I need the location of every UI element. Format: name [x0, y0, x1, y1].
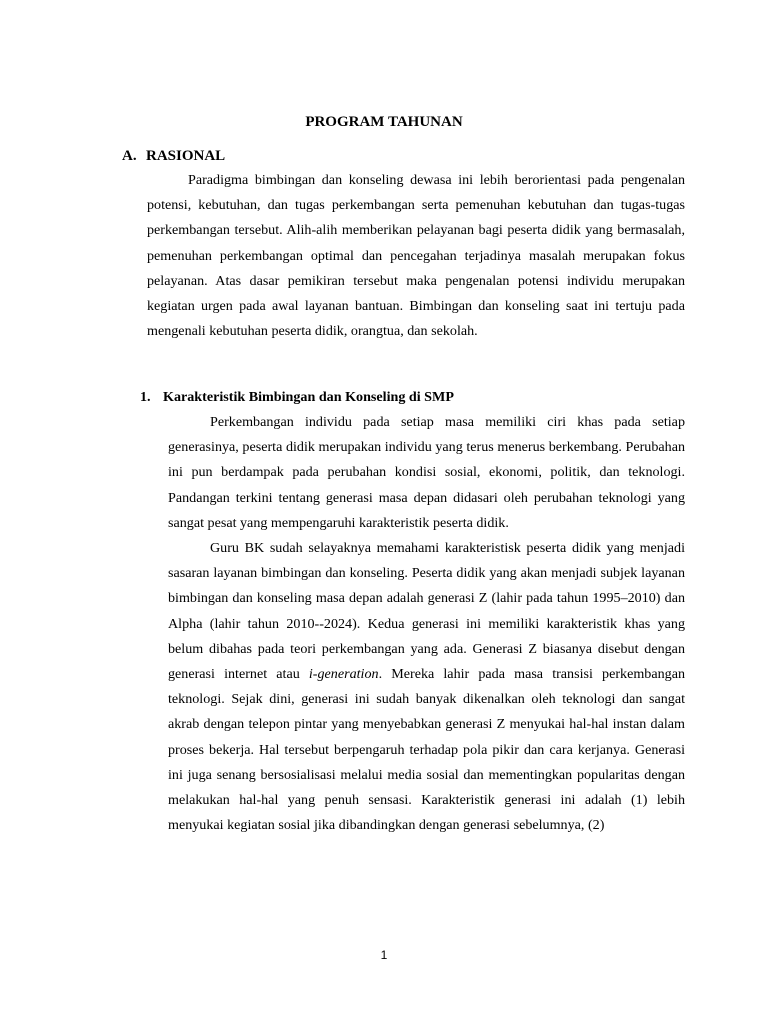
subsection-heading-karakteristik [140, 387, 454, 407]
subsection-number: 1. [140, 389, 151, 405]
page-number: 1 [380, 948, 388, 962]
paragraph-text-part: . Mereka lahir pada masa transisi perkembangan teknologi. Sejak dini, generasi ini sudah banyak dikenalkan oleh teknologi dan sangat akrab dengan telepon pintar yang menyebabkan generasi Z menyukai hal-hal instan dalam proses bekerja. Hal tersebut berpengaruh terhadap pola pikir dan cara kerjanya. Generasi ini juga senang bersosialisasi melalui media sosial dan mementingkan popularitas dengan melakukan hal-hal yang penuh sensasi. Karakteristik generasi ini adalah (1) lebih menyukai kegiatan sosial jika dibandingkan dengan generasi sebelumnya, (2) [168, 666, 686, 834]
paragraph-guru-bk [168, 536, 685, 838]
section-heading-text: RASIONAL [146, 148, 226, 164]
paragraph-perkembangan-individu: Perkembangan individu pada setiap masa memiliki ciri khas pada setiap generasinya, peserta didik merupakan individu yang terus menerus berkembang. Perubahan ini pun berdampak pada perubahan kondisi sosial, ekonomi, politik, dan teknologi. Pandangan terkini tentang generasi masa depan didasari oleh perubahan teknologi yang sangat pesat yang mempengaruhi karakteristik peserta didik. [168, 414, 685, 531]
subsection-heading-text: Karakteristik Bimbingan dan Konseling di SMP [163, 389, 454, 405]
paragraph-rasional: Paradigma bimbingan dan konseling dewasa ini lebih berorientasi pada pengenalan potensi, kebutuhan, dan tugas perkembangan serta pemenuhan kebutuhan dan tugas-tugas perkembangan tersebut. Alih-alih memberikan pelayanan bagi peserta didik yang bermasalah, pemenuhan perkembangan optimal dan pencegahan terjadinya masalah merupakan fokus pelayanan. Atas dasar pemikiran tersebut maka pengenalan potensi individu merupakan kegiatan urgen pada awal layanan bantuan. Bimbingan dan konseling saat ini tertuju pada mengenali kebutuhan peserta didik, orangtua, dan sekolah. [147, 172, 685, 340]
italic-term: i-generation [308, 666, 379, 683]
section-number: A. [122, 148, 137, 164]
page-title: PROGRAM TAHUNAN [305, 114, 463, 130]
section-heading-rasional [122, 146, 225, 166]
paragraph-text-part: Guru BK sudah selayaknya memahami karakteristisk peserta didik yang menjadi sasaran layanan bimbingan dan konseling. Peserta didik yang akan menjadi subjek layanan bimbingan dan konseling masa depan adalah generasi Z (lahir pada tahun 1995–2010) dan Alpha (lahir tahun 2010--2024). Kedua generasi ini memiliki karakteristik khas yang belum dibahas pada teori perkembangan yang ada. Generasi Z biasanya disebut dengan generasi internet atau [168, 540, 685, 683]
